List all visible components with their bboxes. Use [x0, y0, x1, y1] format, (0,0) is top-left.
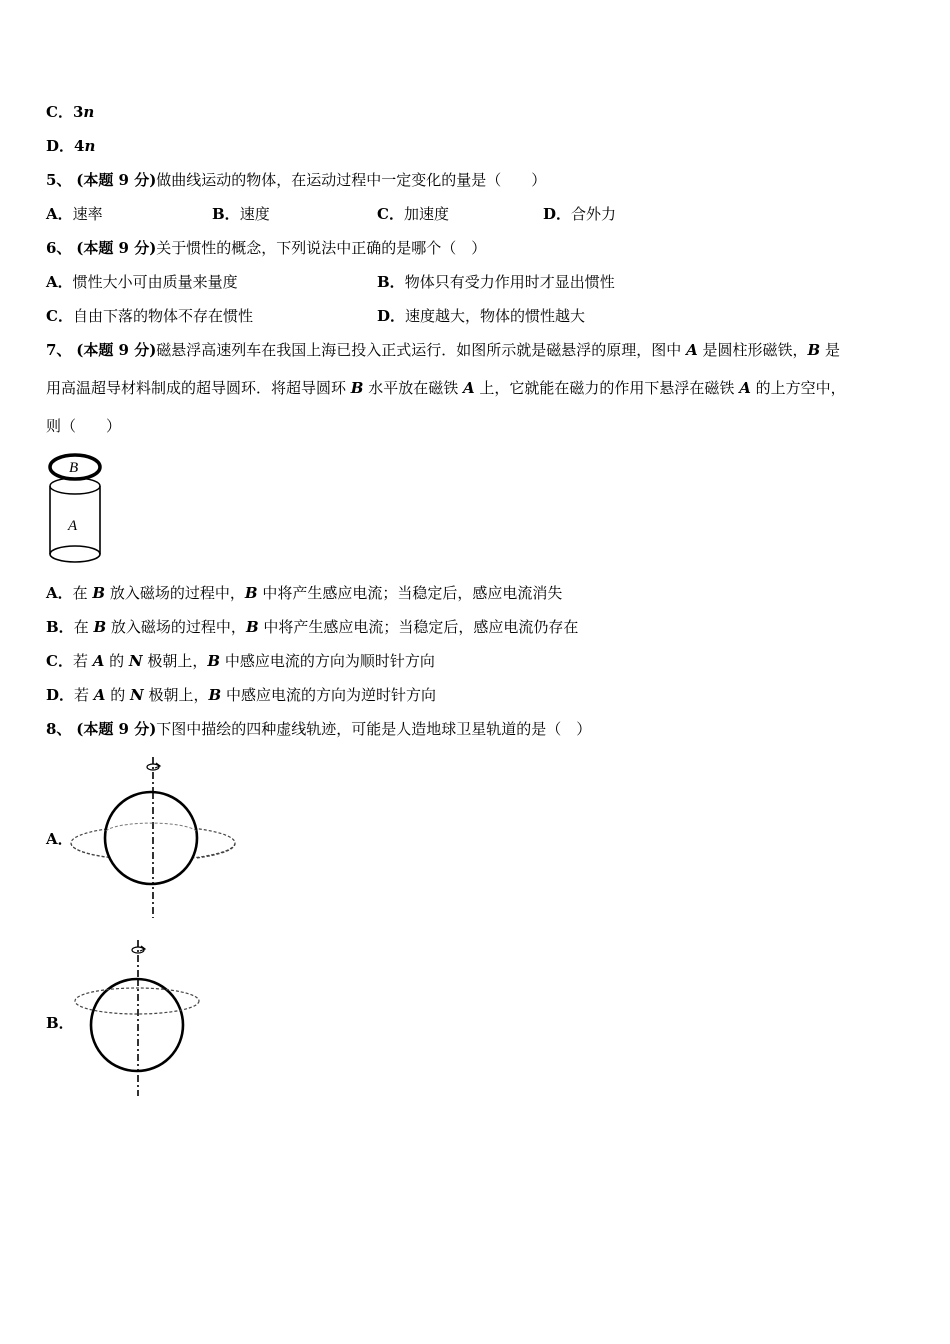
q7-option-a: A．在 B 放入磁场的过程中，B 中将产生感应电流；当稳定后，感应电流消失 — [46, 584, 563, 602]
q5-option-d: D．合外力 — [543, 205, 617, 223]
q8-stem: 8、 (本题 9 分)下图中描绘的四种虚线轨迹，可能是人造地球卫星轨道的是（ ） — [46, 720, 592, 738]
q7-stem-line2: 用高温超导材料制成的超导圆环．将超导圆环 B 水平放在磁铁 A 上，它就能在磁力的作用下悬浮在磁铁 A 的上方空中， — [46, 379, 846, 397]
q8-figure-b — [74, 938, 204, 1098]
q7-option-c: C．若 A 的 N 极朝上，B 中感应电流的方向为顺时针方向 — [46, 652, 435, 670]
q6-option-d: D．速度越大，物体的惯性越大 — [377, 307, 586, 325]
q5-option-c: C．加速度 — [377, 205, 449, 223]
q7-option-b: B．在 B 放入磁场的过程中，B 中将产生感应电流；当稳定后，感应电流仍存在 — [46, 618, 579, 636]
q6-option-b: B．物体只有受力作用时才显出惯性 — [377, 273, 615, 291]
q6-stem: 6、 (本题 9 分)关于惯性的概念，下列说法中正确的是哪个（ ） — [46, 239, 487, 257]
q5-option-b: B．速度 — [212, 205, 270, 223]
prev-option-c: C．3n — [46, 103, 95, 121]
q8-figure-a-label: A． — [46, 830, 73, 848]
q5-option-a: A．速率 — [46, 205, 103, 223]
q5-stem: 5、 (本题 9 分)做曲线运动的物体，在运动过程中一定变化的量是（ ） — [46, 171, 547, 189]
q7-option-d: D．若 A 的 N 极朝上，B 中感应电流的方向为逆时针方向 — [46, 686, 436, 704]
q7-stem-line3: 则（ ） — [46, 417, 122, 435]
q7-stem-line1: 7、 (本题 9 分)磁悬浮高速列车在我国上海已投入正式运行．如图所示就是磁悬浮的原理，图中 A 是圆柱形磁铁，B 是 — [46, 341, 840, 359]
q6-option-c: C．自由下落的物体不存在惯性 — [46, 307, 253, 325]
q7-magnet-figure — [44, 450, 108, 568]
ring-b-label: B — [69, 460, 79, 476]
prev-option-d: D．4n — [46, 137, 96, 155]
q8-figure-a — [70, 755, 240, 920]
q6-option-a: A．惯性大小可由质量来量度 — [46, 273, 238, 291]
magnet-a-label: A — [68, 518, 78, 534]
q8-figure-b-label: B． — [46, 1014, 74, 1032]
